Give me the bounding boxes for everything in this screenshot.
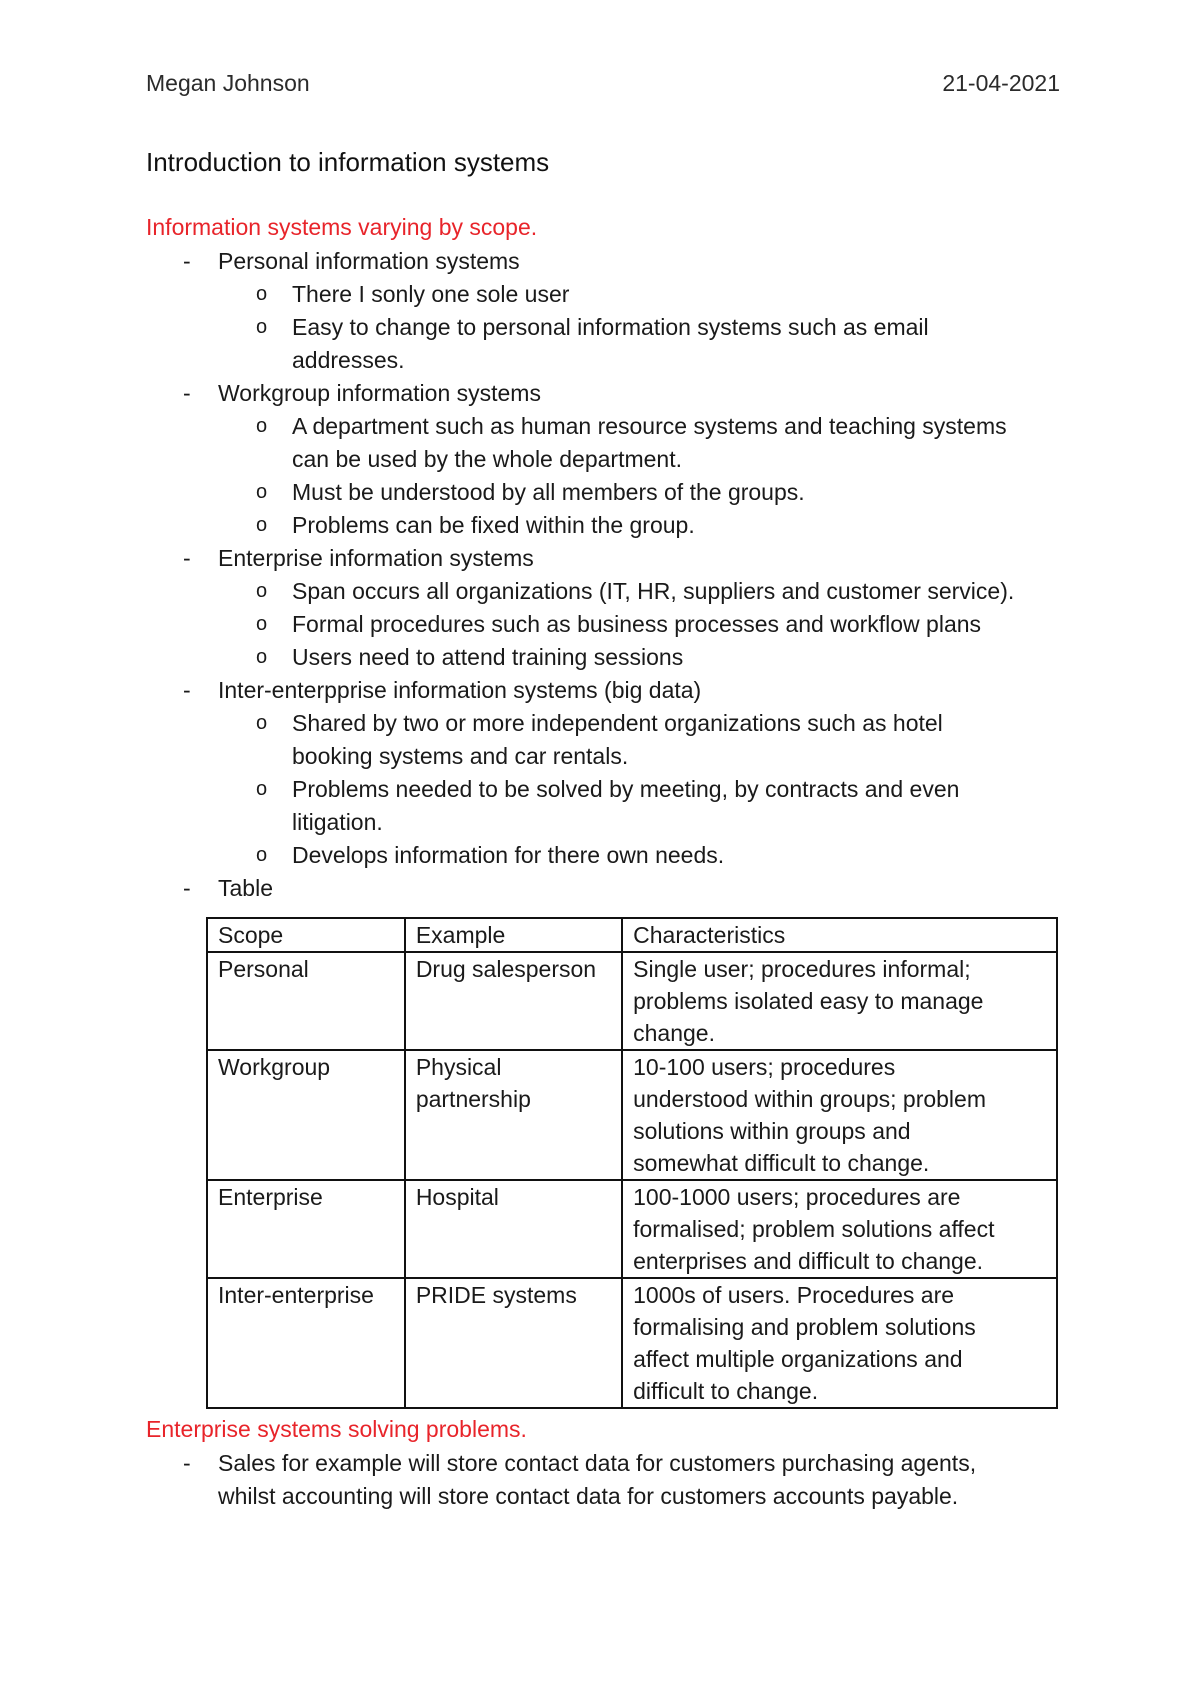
list-item-text: whilst accounting will store contact data for customers accounts payable. [218, 1483, 959, 1509]
column-header [207, 918, 405, 952]
list-item [146, 674, 1066, 707]
sub-item-text: A department such as human resource systems and teaching systems [292, 413, 1007, 439]
table-cell [207, 1050, 405, 1180]
cell-line: formalised; problem solutions affect [633, 1216, 995, 1242]
sub-item-text: Must be understood by all members of the groups. [292, 479, 805, 505]
sub-item-text: can be used by the whole department. [292, 446, 682, 472]
table-cell [405, 952, 622, 1050]
sub-item-text: Develops information for there own needs. [292, 842, 725, 868]
cell-line: 10-100 users; procedures [633, 1054, 896, 1080]
cell-line: Personal [218, 956, 309, 982]
column-header-text: Scope [218, 922, 284, 948]
cell-line: somewhat difficult to change. [633, 1150, 930, 1176]
list-item [146, 278, 1066, 311]
list-item [146, 476, 1066, 509]
column-header [622, 918, 1057, 952]
cell-line: Hospital [415, 1184, 499, 1210]
list-item [146, 608, 1066, 641]
enterprise-list [146, 1447, 1066, 1513]
list-item [146, 410, 1066, 443]
bullet-marker: o [256, 613, 268, 635]
sub-item-text: Users need to attend training sessions [292, 644, 684, 670]
table-cell [622, 1180, 1057, 1278]
dash-marker: - [183, 677, 191, 703]
sub-item-text: Problems needed to be solved by meeting, by contracts and even [292, 776, 960, 802]
table-row [207, 1278, 1057, 1408]
list-item [146, 377, 1066, 410]
bullet-marker: o [256, 415, 268, 437]
bullet-marker: o [256, 712, 268, 734]
cell-line: change. [633, 1020, 715, 1046]
list-item-label: Enterprise information systems [218, 545, 534, 571]
table-cell [405, 1050, 622, 1180]
table-cell [622, 1278, 1057, 1408]
list-item [146, 245, 1066, 278]
sub-item-text: There I sonly one sole user [292, 281, 570, 307]
table-cell [622, 1050, 1057, 1180]
column-header [405, 918, 622, 952]
cell-line: enterprises and difficult to change. [633, 1248, 984, 1274]
table-cell [207, 952, 405, 1050]
list-item [146, 1480, 1066, 1513]
table-row [207, 1180, 1057, 1278]
list-item-label: Table [218, 875, 273, 901]
cell-line: PRIDE systems [415, 1282, 577, 1308]
list-item [146, 509, 1066, 542]
column-header-text: Characteristics [633, 922, 786, 948]
table-row [207, 1050, 1057, 1180]
bullet-marker: o [256, 844, 268, 866]
dash-marker: - [183, 248, 191, 274]
document-date: 21-04-2021 [942, 70, 1060, 96]
bullet-marker: o [256, 778, 268, 800]
cell-line: problems isolated easy to manage [633, 988, 984, 1014]
dash-marker: - [183, 380, 191, 406]
list-item [146, 707, 1066, 740]
list-item [146, 872, 1066, 905]
table-row [207, 952, 1057, 1050]
dash-marker: - [183, 875, 191, 901]
cell-line: formalising and problem solutions [633, 1314, 976, 1340]
table-header-row [207, 918, 1057, 952]
bullet-marker: o [256, 646, 268, 668]
sub-item-text: addresses. [292, 347, 405, 373]
column-header-text: Example [415, 922, 506, 948]
page-title: Introduction to information systems [146, 147, 550, 177]
cell-line: solutions within groups and [633, 1118, 911, 1144]
cell-line: Drug salesperson [415, 956, 597, 982]
dash-marker: - [183, 1450, 191, 1476]
list-item [146, 575, 1066, 608]
list-item [146, 1447, 1066, 1480]
page-header [146, 70, 1060, 97]
list-item [146, 773, 1066, 806]
cell-line: partnership [415, 1086, 531, 1112]
bullet-marker: o [256, 514, 268, 536]
list-item [146, 740, 1066, 773]
list-item [146, 443, 1066, 476]
table-cell [207, 1278, 405, 1408]
sub-item-text: Shared by two or more independent organizations such as hotel [292, 710, 943, 736]
list-item-text: Sales for example will store contact data for customers purchasing agents, [218, 1450, 977, 1476]
cell-line: Workgroup [218, 1054, 331, 1080]
cell-line: affect multiple organizations and [633, 1346, 963, 1372]
bullet-marker: o [256, 580, 268, 602]
bullet-marker: o [256, 481, 268, 503]
sub-item-text: Easy to change to personal information systems such as email [292, 314, 929, 340]
table-cell [622, 952, 1057, 1050]
scope-table-wrap [206, 917, 1058, 1409]
list-item [146, 806, 1066, 839]
sub-item-text: litigation. [292, 809, 383, 835]
scope-list [146, 245, 1066, 905]
list-item [146, 641, 1066, 674]
dash-marker: - [183, 545, 191, 571]
cell-line: Inter-enterprise [218, 1282, 374, 1308]
table-cell [405, 1278, 622, 1408]
section-heading-enterprise: Enterprise systems solving problems. [146, 1416, 527, 1442]
cell-line: 100-1000 users; procedures are [633, 1184, 961, 1210]
bullet-marker: o [256, 316, 268, 338]
list-item-label: Inter-enterpprise information systems (big data) [218, 677, 702, 703]
cell-line: Single user; procedures informal; [633, 956, 971, 982]
sub-item-text: booking systems and car rentals. [292, 743, 629, 769]
sub-item-text: Problems can be fixed within the group. [292, 512, 695, 538]
list-item-label: Personal information systems [218, 248, 520, 274]
list-item [146, 311, 1066, 344]
cell-line: Enterprise [218, 1184, 323, 1210]
scope-table [206, 917, 1058, 1409]
table-cell [405, 1180, 622, 1278]
cell-line: Physical [415, 1054, 502, 1080]
sub-item-text: Span occurs all organizations (IT, HR, suppliers and customer service). [292, 578, 1015, 604]
list-item [146, 839, 1066, 872]
table-cell [207, 1180, 405, 1278]
bullet-marker: o [256, 283, 268, 305]
cell-line: 1000s of users. Procedures are [633, 1282, 955, 1308]
cell-line: difficult to change. [633, 1378, 819, 1404]
sub-item-text: Formal procedures such as business processes and workflow plans [292, 611, 982, 637]
list-item-label: Workgroup information systems [218, 380, 541, 406]
cell-line: understood within groups; problem [633, 1086, 986, 1112]
section-heading-scope: Information systems varying by scope. [146, 214, 538, 240]
author-name: Megan Johnson [146, 70, 310, 96]
list-item [146, 344, 1066, 377]
list-item [146, 542, 1066, 575]
